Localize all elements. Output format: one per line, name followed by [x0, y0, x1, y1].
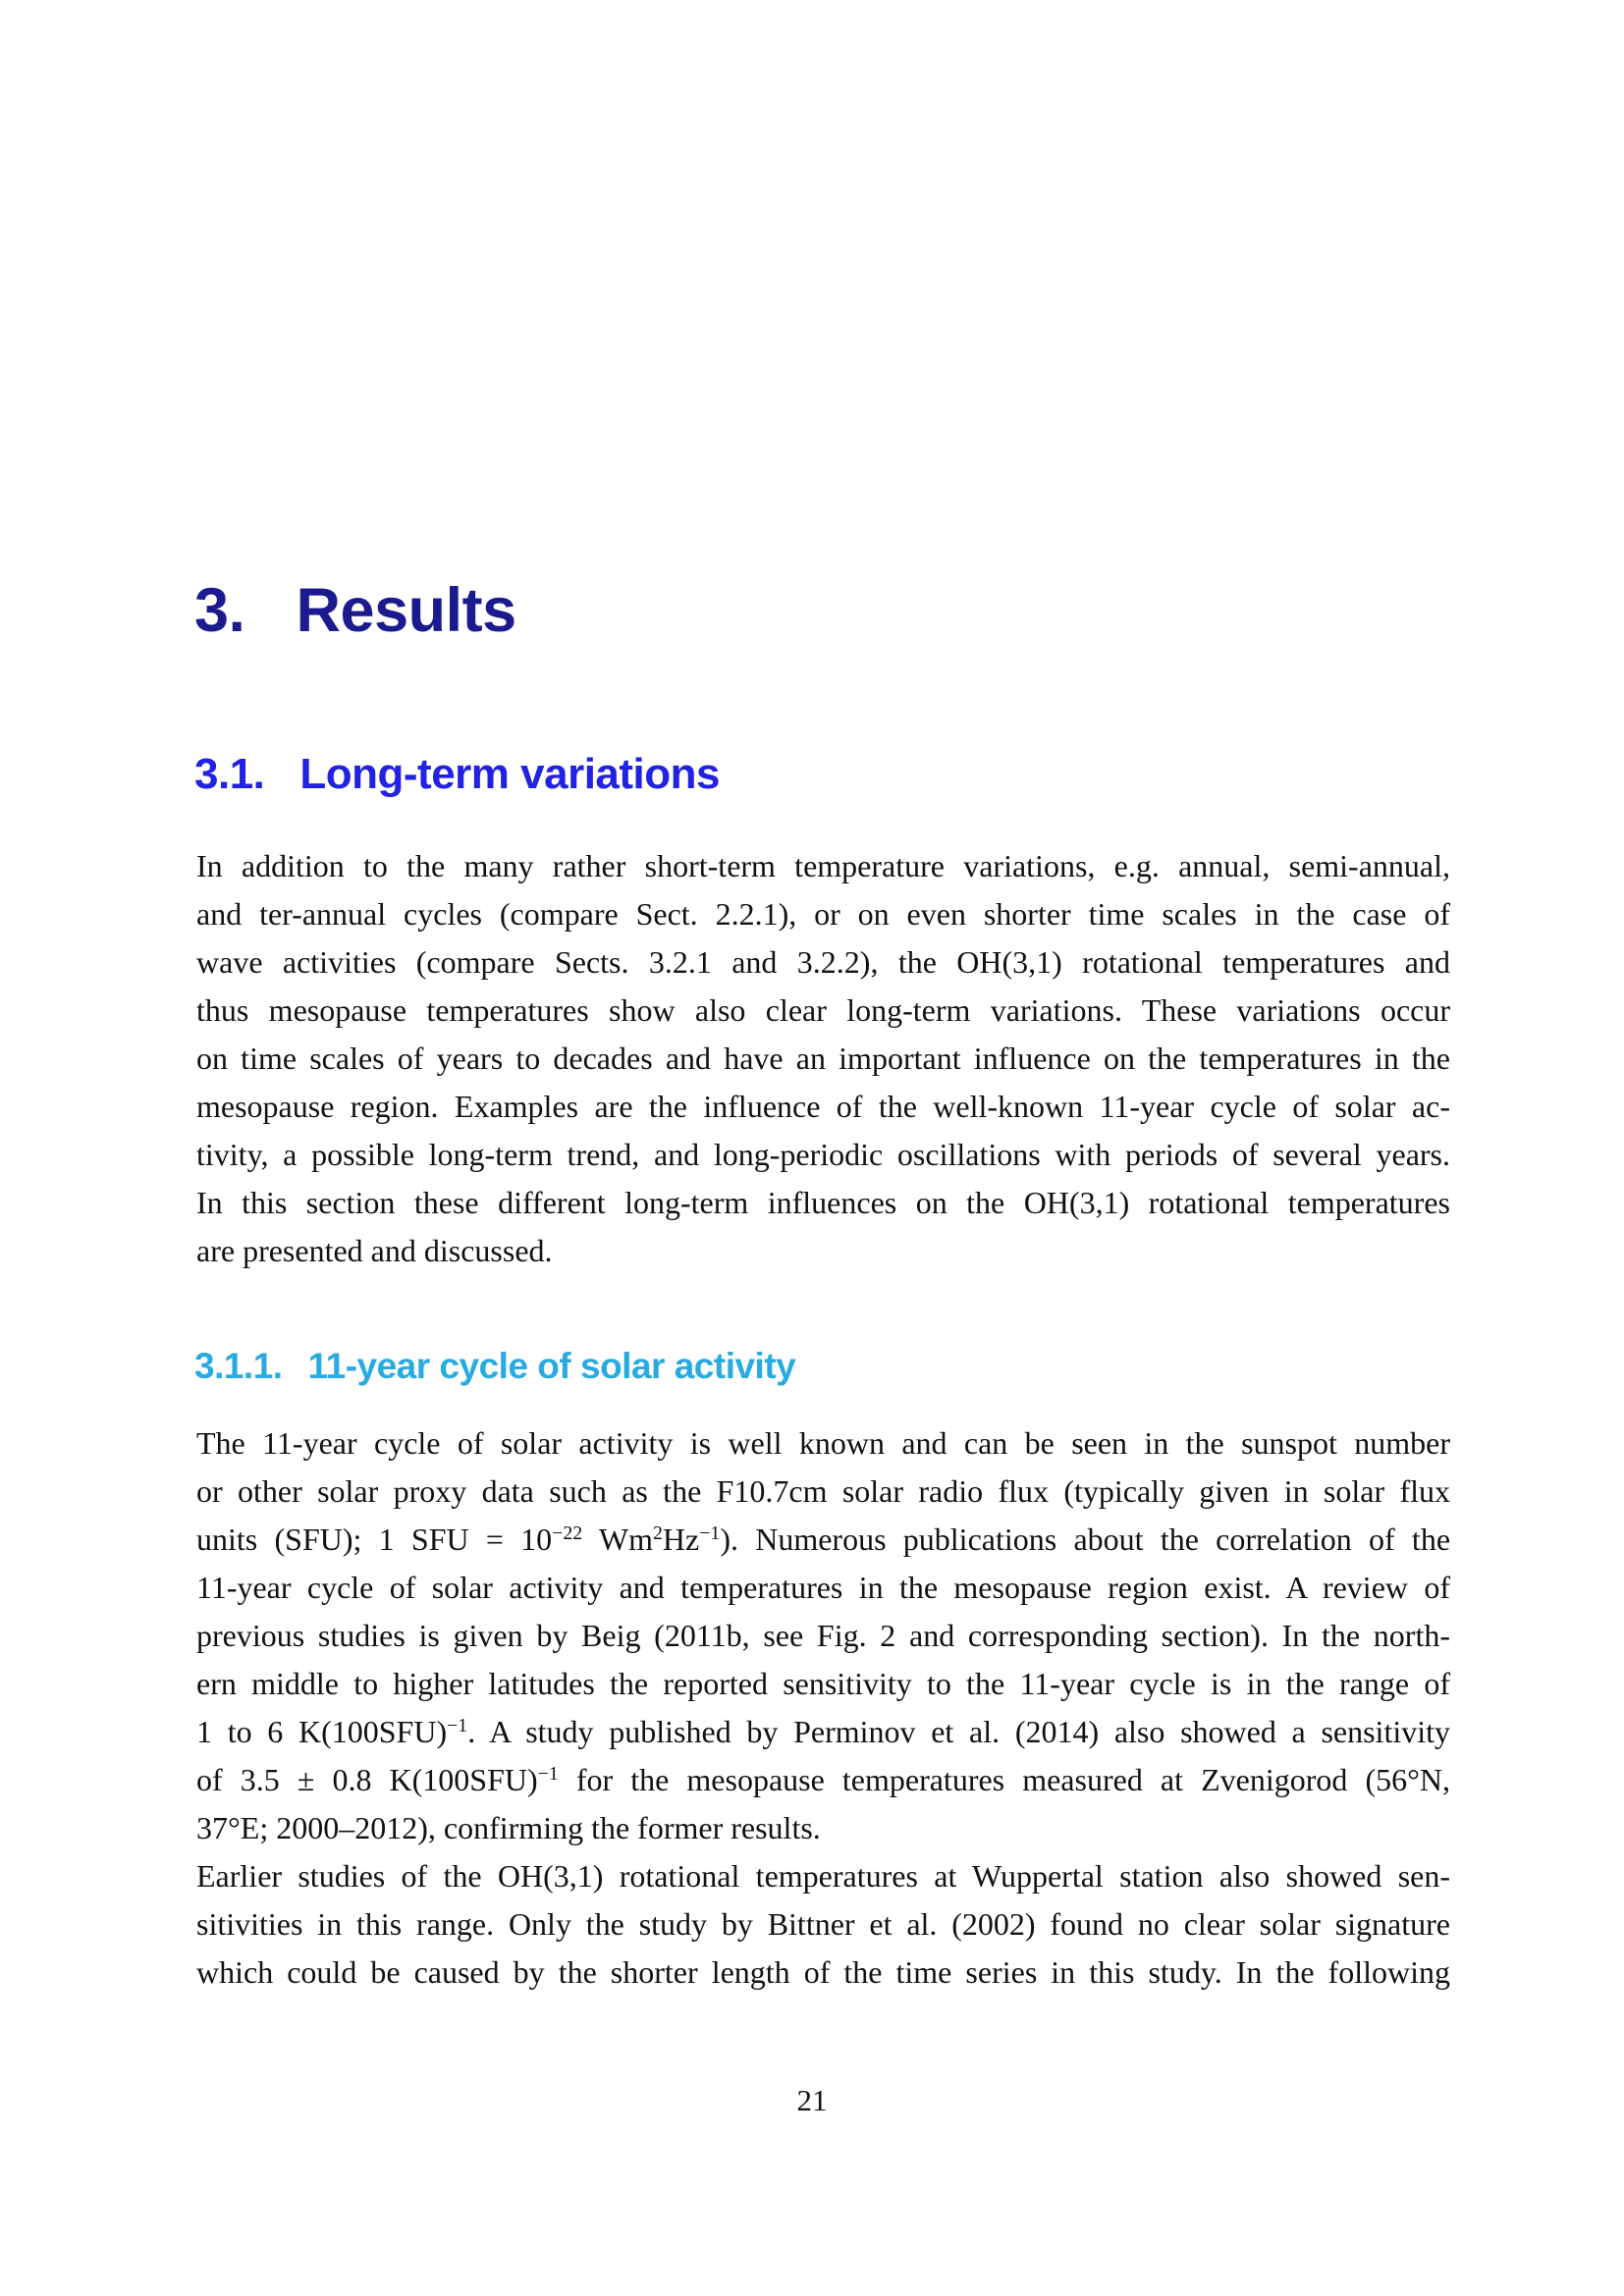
- text-line: thus mesopause temperatures show also clear long-term variations. These variations occur: [196, 992, 1450, 1028]
- chapter-heading: [194, 575, 516, 646]
- text-line: 11-year cycle of solar activity and temperatures in the mesopause region exist. A review of: [196, 1570, 1450, 1605]
- text-line: which could be caused by the shorter length of the time series in this study. In the following: [196, 1954, 1450, 1990]
- text-line: on time scales of years to decades and have an important influence on the temperatures in the: [196, 1041, 1450, 1076]
- paragraph-wuppertal: [196, 1852, 1450, 1997]
- text-line: previous studies is given by Beig (2011b, see Fig. 2 and corresponding section). In the north-: [196, 1618, 1450, 1653]
- text-line: units (SFU); 1 SFU = $10^{-22}$ $Wm^2Hz^{-1}$). Numerous publications about the correlation of the: [196, 1522, 1451, 1557]
- chapter-number: 3.: [194, 576, 245, 645]
- section-title: Long-term variations: [299, 750, 721, 798]
- text-line: In addition to the many rather short-term temperature variations, e.g. annual, semi-annual,: [196, 848, 1450, 883]
- text-line: are presented and discussed.: [196, 1233, 553, 1268]
- text-line: 1 to 6 $K(100SFU)^{-1}$. A study published by Perminov et al. (2014) also showed a sensitivity: [196, 1714, 1451, 1749]
- text-line: The 11-year cycle of solar activity is well known and can be seen in the sunspot number: [196, 1425, 1450, 1461]
- text-line: and ter-annual cycles (compare Sect. 2.2.1), or on even shorter time scales in the case of: [196, 896, 1450, 932]
- text-line: mesopause region. Examples are the influence of the well-known 11-year cycle of solar ac-: [196, 1089, 1450, 1124]
- page-number: 21: [796, 2083, 828, 2117]
- text-line: sitivities in this range. Only the study by Bittner et al. (2002) found no clear solar signature: [196, 1906, 1450, 1942]
- text-line: of 3.5 ± 0.8 $K(100SFU)^{-1}$ for the mesopause temperatures measured at Zvenigorod (56°N,: [196, 1762, 1451, 1797]
- text-line: wave activities (compare Sects. 3.2.1 and 3.2.2), the OH(3,1) rotational temperatures and: [196, 944, 1450, 980]
- paragraph-intro: [196, 842, 1450, 1275]
- text-line: Earlier studies of the OH(3,1) rotational temperatures at Wuppertal station also showed sen-: [196, 1858, 1450, 1894]
- section-number: 3.1.: [194, 750, 265, 798]
- text-line: 37°E; 2000–2012), confirming the former results.: [196, 1810, 821, 1845]
- subsection-title: 11-year cycle of solar activity: [307, 1346, 796, 1386]
- chapter-title: Results: [296, 576, 516, 645]
- paragraph-solar-cycle: [196, 1419, 1450, 1852]
- text-line: tivity, a possible long-term trend, and long-periodic oscillations with periods of several years.: [196, 1137, 1450, 1172]
- text-line: In this section these different long-term influences on the OH(3,1) rotational temperatures: [196, 1185, 1450, 1220]
- section-heading: [194, 750, 720, 799]
- text-line: or other solar proxy data such as the F10.7cm solar radio flux (typically given in solar flux: [196, 1473, 1450, 1509]
- text-line: ern middle to higher latitudes the reported sensitivity to the 11-year cycle is in the range of: [196, 1666, 1450, 1701]
- subsection-number: 3.1.1.: [194, 1346, 283, 1386]
- subsection-heading: [194, 1346, 795, 1387]
